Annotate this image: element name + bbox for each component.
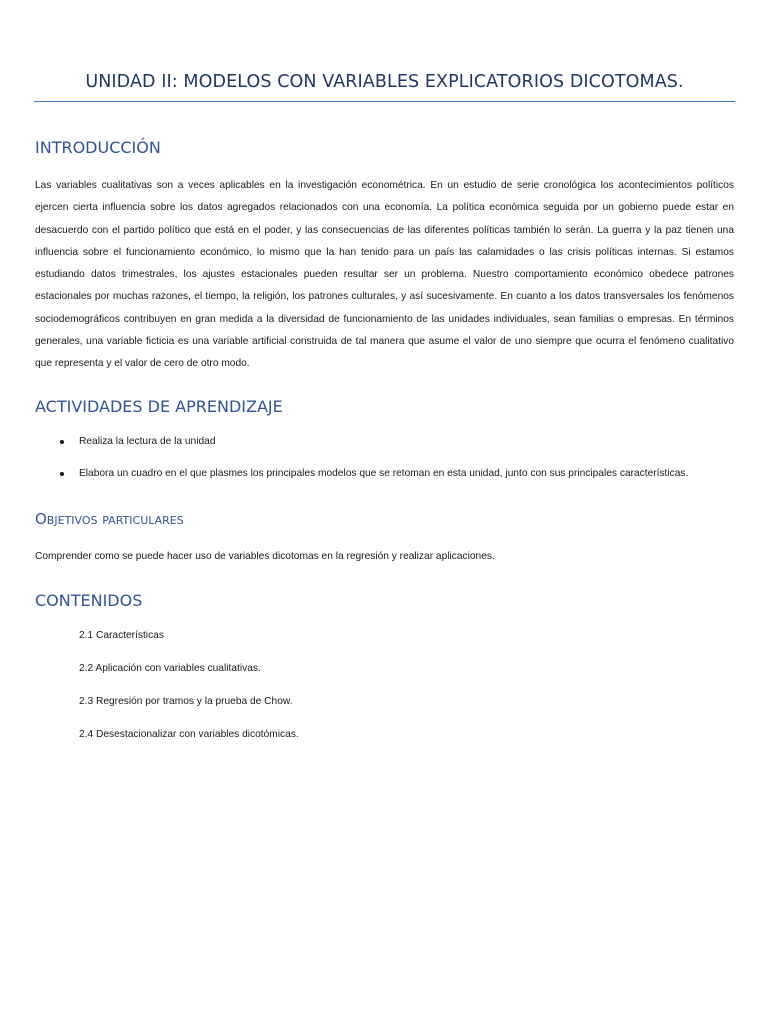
contenidos-list	[79, 630, 299, 762]
bullet-icon	[60, 472, 64, 476]
actividades-list	[57, 436, 688, 500]
contenidos-heading: CONTENIDOS	[35, 591, 143, 610]
list-item: 2.2 Aplicación con variables cualitativas.	[79, 663, 261, 674]
list-item-text: Elabora un cuadro en el que plasmes los principales modelos que se retoman en esta unidad, junto con sus principales características.	[79, 468, 689, 479]
bullet-icon	[60, 440, 64, 444]
list-item: 2.1 Características	[79, 630, 164, 641]
list-item-text: Realiza la lectura de la unidad	[79, 436, 216, 447]
list-item	[57, 468, 688, 500]
objetivos-heading: Objetivos particulares	[35, 510, 184, 528]
introduccion-heading: INTRODUCCIÓN	[35, 138, 161, 157]
list-item	[57, 436, 688, 468]
objetivos-paragraph: Comprender como se puede hacer uso de variables dicotomas en la regresión y realizar aplicaciones.	[35, 551, 495, 562]
introduccion-paragraph: Las variables cualitativas son a veces aplicables en la investigación econométrica. En un estudio de serie cronológica los acontecimientos políticos ejercen cierta influencia sobre los datos agregados relacionados con una economía. La política económica seguida por un gobierno puede estar en desacuerdo con el partido político que está en el poder, y las consecuencias de las diferentes políticas también lo serán. La guerra y la paz tienen una influencia sobre el funcionamiento económico, lo mismo que la han tenido para un país las calamidades o las crisis políticas internas. Si estamos estudiando datos trimestrales, los ajustes estacionales pueden resultar ser un problema. Nuestro comportamiento económico obedece patrones estacionales por muchas razones, el tiempo, la religión, los patrones culturales, y así sucesivamente. En cuanto a los datos transversales los fenómenos sociodemográficos contribuyen en gran medida a la diversidad de funcionamiento de las unidades individuales, sean familias o empresas. En términos generales, una variable ficticia es una variable artificial construida de tal manera que asume el valor de uno siempre que ocurra el fenómeno cualitativo que representa y el valor de cero de otro modo.	[35, 180, 734, 370]
list-item: 2.3 Regresión por tramos y la prueba de Chow.	[79, 696, 293, 707]
list-item: 2.4 Desestacionalizar con variables dicotómicas.	[79, 729, 299, 740]
document-title: UNIDAD II: MODELOS CON VARIABLES EXPLICATORIOS DICOTOMAS.	[34, 72, 735, 102]
actividades-heading: ACTIVIDADES DE APRENDIZAJE	[35, 397, 283, 416]
